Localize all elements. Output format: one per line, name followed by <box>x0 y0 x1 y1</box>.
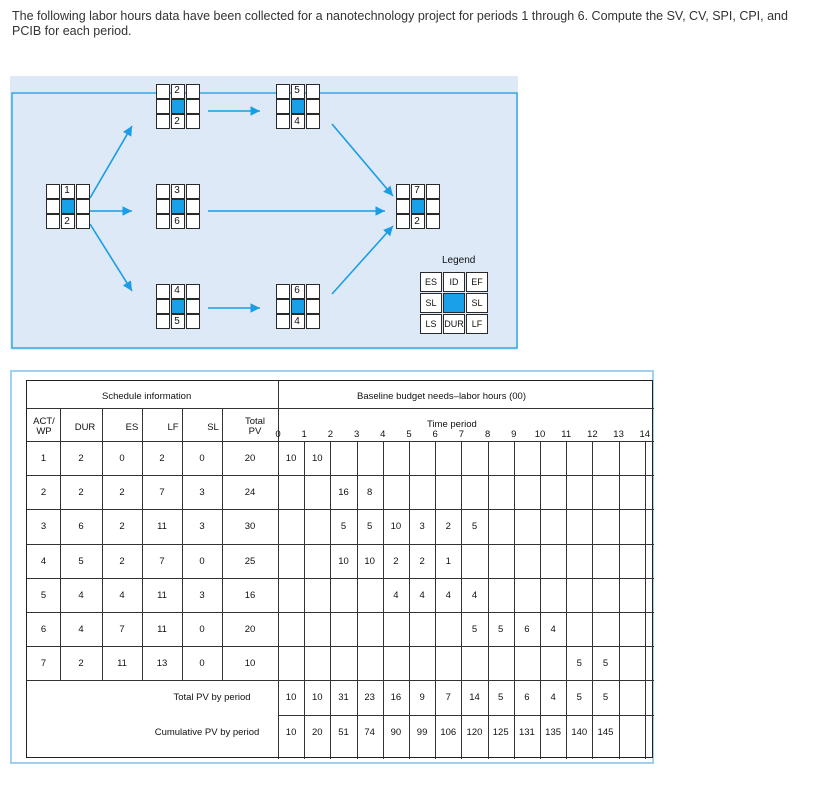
total-pv-cell: 5 <box>576 692 582 704</box>
cell-pv-period: 4 <box>419 589 425 601</box>
node-cell <box>46 214 60 229</box>
cell-pv-period: 2 <box>445 521 451 533</box>
cell-act: 6 <box>40 624 47 635</box>
period-tick: 4 <box>380 429 386 440</box>
node-cell <box>186 214 200 229</box>
cell-sl: 3 <box>199 589 205 601</box>
node-cell <box>156 284 170 299</box>
cell-pv-period: 4 <box>471 589 478 601</box>
grid-line-v <box>304 441 305 759</box>
total-pv-cell: 7 <box>445 692 451 704</box>
cell-pv-period: 5 <box>498 624 504 635</box>
legend-ls <box>420 314 442 334</box>
col-lf-header: LF <box>167 422 179 433</box>
legend-sl-left-label: SL <box>425 298 437 308</box>
node-cell <box>76 184 90 199</box>
period-tick: 3 <box>353 429 360 440</box>
cum-pv-cell: 10 <box>285 726 297 738</box>
cell-pv-period: 10 <box>311 453 323 464</box>
network-diagram <box>10 76 518 350</box>
cell-lf: 7 <box>159 487 165 499</box>
legend-sl-right <box>466 293 488 313</box>
node-es-label: 4 <box>174 285 180 296</box>
node-cell <box>186 299 200 314</box>
node-cell <box>156 199 170 214</box>
node-cell <box>276 299 290 314</box>
node-cell <box>306 314 320 329</box>
total-pv-cell: 5 <box>602 692 609 704</box>
total-pv-label: Total PV by period <box>173 692 251 704</box>
cell-es: 7 <box>119 624 125 635</box>
cell-sl: 0 <box>199 658 205 670</box>
cell-dur: 2 <box>78 487 84 499</box>
legend-ef-label: EF <box>471 277 483 287</box>
cell-es: 2 <box>119 487 125 499</box>
cell-act: 3 <box>40 521 47 533</box>
grid-line-h <box>27 646 654 647</box>
cell-pv-period: 1 <box>445 555 451 567</box>
cell-pv-period: 2 <box>419 555 425 567</box>
node-cell <box>276 114 290 129</box>
total-pv-cell: 14 <box>469 692 480 704</box>
cum-pv-cell: 74 <box>364 726 375 738</box>
cum-pv-cell: 145 <box>597 726 614 738</box>
period-tick: 5 <box>406 429 412 440</box>
node-cell <box>186 284 200 299</box>
node-cell <box>186 114 200 129</box>
node-cell <box>306 299 320 314</box>
cell-act: 4 <box>40 555 47 567</box>
node-es-label: 3 <box>174 185 180 196</box>
node-cell <box>426 184 440 199</box>
legend-ef <box>466 272 488 292</box>
grid-line-v <box>142 408 143 680</box>
period-tick: 0 <box>275 429 281 440</box>
cum-pv-cell: 20 <box>311 726 323 738</box>
legend-dur-label: DUR <box>444 319 464 329</box>
grid-line-h <box>27 475 654 476</box>
node-dur-label: 4 <box>294 316 300 327</box>
legend-sl-right-label: SL <box>471 298 483 308</box>
col-pv-header: Total PV <box>244 416 266 437</box>
grid-line-h <box>27 441 654 442</box>
node-cell <box>276 284 290 299</box>
cell-act: 7 <box>40 658 47 670</box>
grid-line-h <box>27 509 654 510</box>
total-pv-cell: 4 <box>550 692 556 704</box>
cum-pv-cell: 120 <box>466 726 483 738</box>
cell-act: 2 <box>40 487 47 499</box>
schedule-header: Schedule information <box>102 391 192 402</box>
grid-line-v <box>514 441 515 759</box>
node-dur-label: 2 <box>174 116 180 127</box>
col-sl-header: SL <box>207 422 219 433</box>
node-es-label: 6 <box>294 285 300 296</box>
cell-pv-period: 5 <box>576 658 582 670</box>
node-cell <box>186 84 200 99</box>
cell-es: 11 <box>117 658 127 670</box>
node-es-label: 7 <box>414 185 420 196</box>
cum-pv-cell: 140 <box>571 726 588 738</box>
budget-table-frame <box>10 370 654 764</box>
total-pv-cell: 10 <box>285 692 297 704</box>
node-cell <box>426 199 440 214</box>
total-pv-cell: 23 <box>364 692 375 704</box>
cell-pv: 20 <box>244 453 256 464</box>
cell-pv-period: 5 <box>602 658 609 670</box>
node-cell <box>276 84 290 99</box>
legend-es-label: ES <box>424 277 437 287</box>
node-cell <box>76 199 90 214</box>
cell-pv: 10 <box>244 658 256 670</box>
period-tick: 10 <box>534 429 546 440</box>
cell-act: 1 <box>40 453 47 464</box>
grid-line-v <box>540 441 541 759</box>
node-id-cell <box>411 199 425 214</box>
legend-title: Legend <box>442 255 476 266</box>
grid-line-v <box>102 408 103 680</box>
period-tick: 1 <box>301 429 307 440</box>
period-tick: 2 <box>327 429 334 440</box>
grid-line-h <box>27 578 654 579</box>
cell-es: 0 <box>119 453 125 464</box>
total-pv-cell: 5 <box>498 692 504 704</box>
node-cell <box>156 299 170 314</box>
period-tick: 12 <box>587 429 598 440</box>
cell-sl: 0 <box>199 453 205 464</box>
node-cell <box>76 214 90 229</box>
node-dur-label: 2 <box>414 216 420 227</box>
cum-pv-cell: 51 <box>338 726 349 738</box>
cell-pv-period: 5 <box>471 521 478 533</box>
col-act-header: ACT/ WP <box>33 416 55 437</box>
cell-lf: 7 <box>159 555 165 567</box>
cum-pv-cell: 135 <box>545 726 562 738</box>
grid-line-h <box>27 408 654 409</box>
node-id-cell <box>61 199 75 214</box>
period-tick: 6 <box>432 429 438 440</box>
node-cell <box>186 184 200 199</box>
total-pv-cell: 31 <box>338 692 349 704</box>
cell-sl: 0 <box>199 555 205 567</box>
cell-lf: 11 <box>157 521 167 533</box>
budget-table <box>26 380 653 758</box>
cell-pv-period: 10 <box>390 521 402 533</box>
legend-id <box>443 272 465 292</box>
cum-pv-cell: 131 <box>518 726 535 738</box>
period-tick: 13 <box>613 429 624 440</box>
grid-line-h <box>27 680 654 681</box>
node-id-cell <box>291 99 305 114</box>
cell-es: 2 <box>119 555 125 567</box>
cell-dur: 2 <box>78 658 84 670</box>
node-id-cell <box>171 199 185 214</box>
node-cell <box>306 99 320 114</box>
cell-es: 4 <box>119 589 125 601</box>
node-cell <box>156 84 170 99</box>
period-tick: 7 <box>458 429 465 440</box>
node-id-cell <box>291 299 305 314</box>
node-cell <box>306 84 320 99</box>
cum-pv-cell: 90 <box>390 726 402 738</box>
node-cell <box>186 99 200 114</box>
node-cell <box>396 214 410 229</box>
grid-line-h <box>278 715 654 716</box>
node-cell <box>396 184 410 199</box>
node-dur-label: 2 <box>64 216 70 227</box>
grid-line-h <box>27 544 654 545</box>
node-cell <box>306 284 320 299</box>
question-text: The following labor hours data have been collected for a nanotechnology project for periods 1 through 6. Compute the SV, CV, SPI, CPI, and PCIB for each period. <box>12 9 788 38</box>
node-cell <box>396 199 410 214</box>
cell-dur: 4 <box>78 624 84 635</box>
cell-sl: 3 <box>199 521 205 533</box>
cell-es: 2 <box>119 521 125 533</box>
node-cell <box>186 314 200 329</box>
cell-lf: 11 <box>157 624 167 635</box>
cum-pv-cell: 99 <box>416 726 428 738</box>
grid-line-h <box>27 612 654 613</box>
cell-pv-period: 4 <box>445 589 451 601</box>
total-pv-cell: 9 <box>419 692 425 704</box>
cell-pv-period: 10 <box>338 555 349 567</box>
cell-pv-period: 4 <box>393 589 399 601</box>
cell-pv-period: 5 <box>367 521 373 533</box>
period-tick: 9 <box>511 429 517 440</box>
legend-sl-left <box>420 293 442 313</box>
node-cell <box>156 214 170 229</box>
node-cell <box>46 199 60 214</box>
cell-dur: 6 <box>78 521 84 533</box>
cum-pv-cell: 125 <box>492 726 509 738</box>
node-cell <box>156 114 170 129</box>
total-pv-cell: 6 <box>524 692 530 704</box>
cell-sl: 0 <box>199 624 205 635</box>
legend-ls-label: LS <box>425 319 437 329</box>
node-cell <box>156 314 170 329</box>
cell-pv-period: 5 <box>340 521 347 533</box>
cell-pv-period: 5 <box>471 624 478 635</box>
cell-lf: 2 <box>159 453 165 464</box>
period-tick: 11 <box>561 429 572 440</box>
node-cell <box>306 114 320 129</box>
grid-line-v <box>222 408 223 680</box>
node-cell <box>276 99 290 114</box>
period-tick: 8 <box>484 429 491 440</box>
cum-pv-cell: 106 <box>440 726 457 738</box>
node-id-cell <box>171 99 185 114</box>
cell-pv-period: 10 <box>285 453 297 464</box>
node-cell <box>186 199 200 214</box>
node-id-cell <box>171 299 185 314</box>
node-dur-label: 6 <box>174 216 180 227</box>
cum-pv-label: Cumulative PV by period <box>154 726 260 738</box>
node-cell <box>276 314 290 329</box>
total-pv-cell: 16 <box>390 692 402 704</box>
node-cell <box>156 184 170 199</box>
grid-line-v <box>592 441 593 759</box>
node-cell <box>46 184 60 199</box>
node-cell <box>156 99 170 114</box>
cell-pv: 16 <box>244 589 256 601</box>
budget-header: Baseline budget needs–labor hours (00) <box>357 391 527 402</box>
cell-pv-period: 8 <box>367 487 373 499</box>
grid-line-v <box>645 441 646 759</box>
legend-id-label: ID <box>449 277 459 287</box>
cell-pv: 24 <box>244 487 256 499</box>
cell-dur: 2 <box>78 453 84 464</box>
legend-lf-label: LF <box>471 319 483 329</box>
cell-pv-period: 4 <box>550 624 556 635</box>
legend-es <box>420 272 442 292</box>
node-es-label: 1 <box>64 185 70 196</box>
col-dur-header: DUR <box>74 422 96 433</box>
grid-line-v <box>488 441 489 759</box>
cell-pv: 25 <box>244 555 256 567</box>
cell-lf: 13 <box>156 658 168 670</box>
cell-pv-period: 10 <box>364 555 375 567</box>
cell-pv-period: 6 <box>524 624 530 635</box>
cell-sl: 3 <box>199 487 205 499</box>
node-dur-label: 4 <box>294 116 300 127</box>
grid-line-v <box>566 441 567 759</box>
cell-dur: 5 <box>78 555 84 567</box>
cell-act: 5 <box>40 589 47 601</box>
col-es-header: ES <box>125 422 139 433</box>
time-period-label: Time period <box>427 419 477 430</box>
cell-dur: 4 <box>78 589 84 601</box>
grid-line-v <box>619 441 620 759</box>
cell-pv: 30 <box>244 521 256 533</box>
node-es-label: 5 <box>294 85 300 96</box>
node-cell <box>426 214 440 229</box>
cell-pv-period: 3 <box>419 521 425 533</box>
cell-pv: 20 <box>244 624 256 635</box>
legend-dur <box>443 314 465 334</box>
period-tick: 14 <box>639 429 651 440</box>
grid-line-v <box>182 408 183 680</box>
cell-pv-period: 16 <box>338 487 349 499</box>
total-pv-cell: 10 <box>311 692 323 704</box>
cell-pv-period: 2 <box>393 555 399 567</box>
legend-lf <box>466 314 488 334</box>
grid-line-v <box>60 408 61 680</box>
legend-center <box>443 293 465 313</box>
node-dur-label: 5 <box>174 316 180 327</box>
cell-lf: 11 <box>157 589 167 601</box>
node-es-label: 2 <box>174 85 180 96</box>
